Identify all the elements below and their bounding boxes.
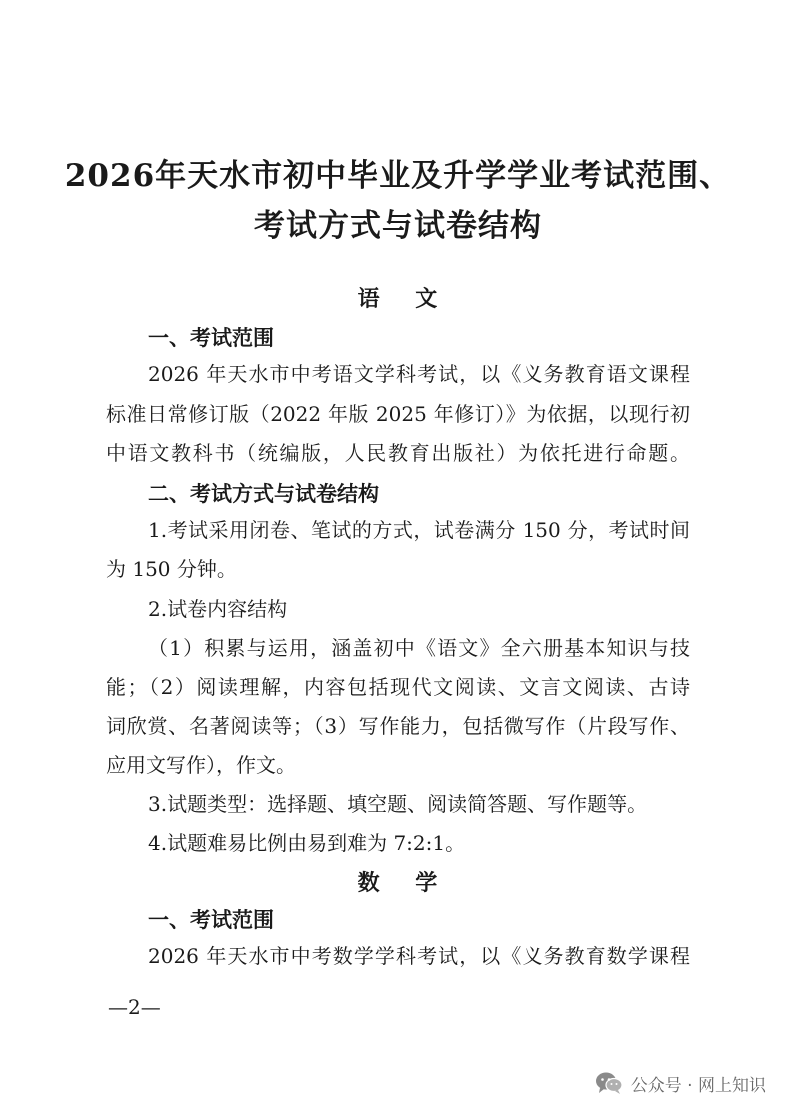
list-item-difficulty-ratio: 4.试题难易比例由易到难为 7:2:1。: [148, 831, 466, 855]
paragraph-line: 1.考试采用闭卷、笔试的方式，试卷满分 150 分，考试时间: [148, 518, 690, 542]
subject-heading-chinese: 语 文: [357, 286, 439, 312]
list-item-question-types: 3.试题类型：选择题、填空题、阅读简答题、写作题等。: [148, 792, 648, 816]
paragraph-line: 词欣赏、名著阅读等；（3）写作能力，包括微写作（片段写作、: [106, 714, 690, 738]
paragraph-line: 能；（2）阅读理解，内容包括现代文阅读、文言文阅读、古诗: [106, 675, 690, 699]
structure-title: 2.试卷内容结构: [148, 597, 288, 621]
paragraph-line: 应用文写作），作文。: [106, 753, 296, 777]
document-title-line-2: 考试方式与试卷结构: [254, 208, 542, 244]
paragraph-line: （1）积累与运用，涵盖初中《语文》全六册基本知识与技: [148, 636, 690, 660]
paragraph-line: 标准日常修订版（2022 年版 2025 年修订）》为依据，以现行初: [106, 402, 690, 426]
section-heading-exam-scope: 一、考试范围: [148, 907, 274, 932]
paragraph-line: 2026 年天水市中考数学学科考试，以《义务教育数学课程: [148, 944, 690, 968]
section-heading-exam-scope: 一、考试范围: [148, 325, 274, 350]
subject-heading-math: 数 学: [357, 870, 439, 896]
watermark-text: 公众号 · 网上知识: [630, 1075, 766, 1096]
page-number: —2—: [108, 995, 161, 1019]
watermark: [595, 1068, 766, 1098]
paragraph-line: 为 150 分钟。: [106, 557, 237, 581]
wechat-icon: [595, 1071, 623, 1095]
document-title-line-1: 2026年天水市初中毕业及升学学业考试范围、: [64, 158, 732, 194]
section-heading-exam-method: 二、考试方式与试卷结构: [148, 481, 379, 506]
paragraph-line: 中语文教科书（统编版，人民教育出版社）为依托进行命题。: [106, 441, 690, 465]
paragraph-line: 2026 年天水市中考语文学科考试，以《义务教育语文课程: [148, 362, 690, 386]
